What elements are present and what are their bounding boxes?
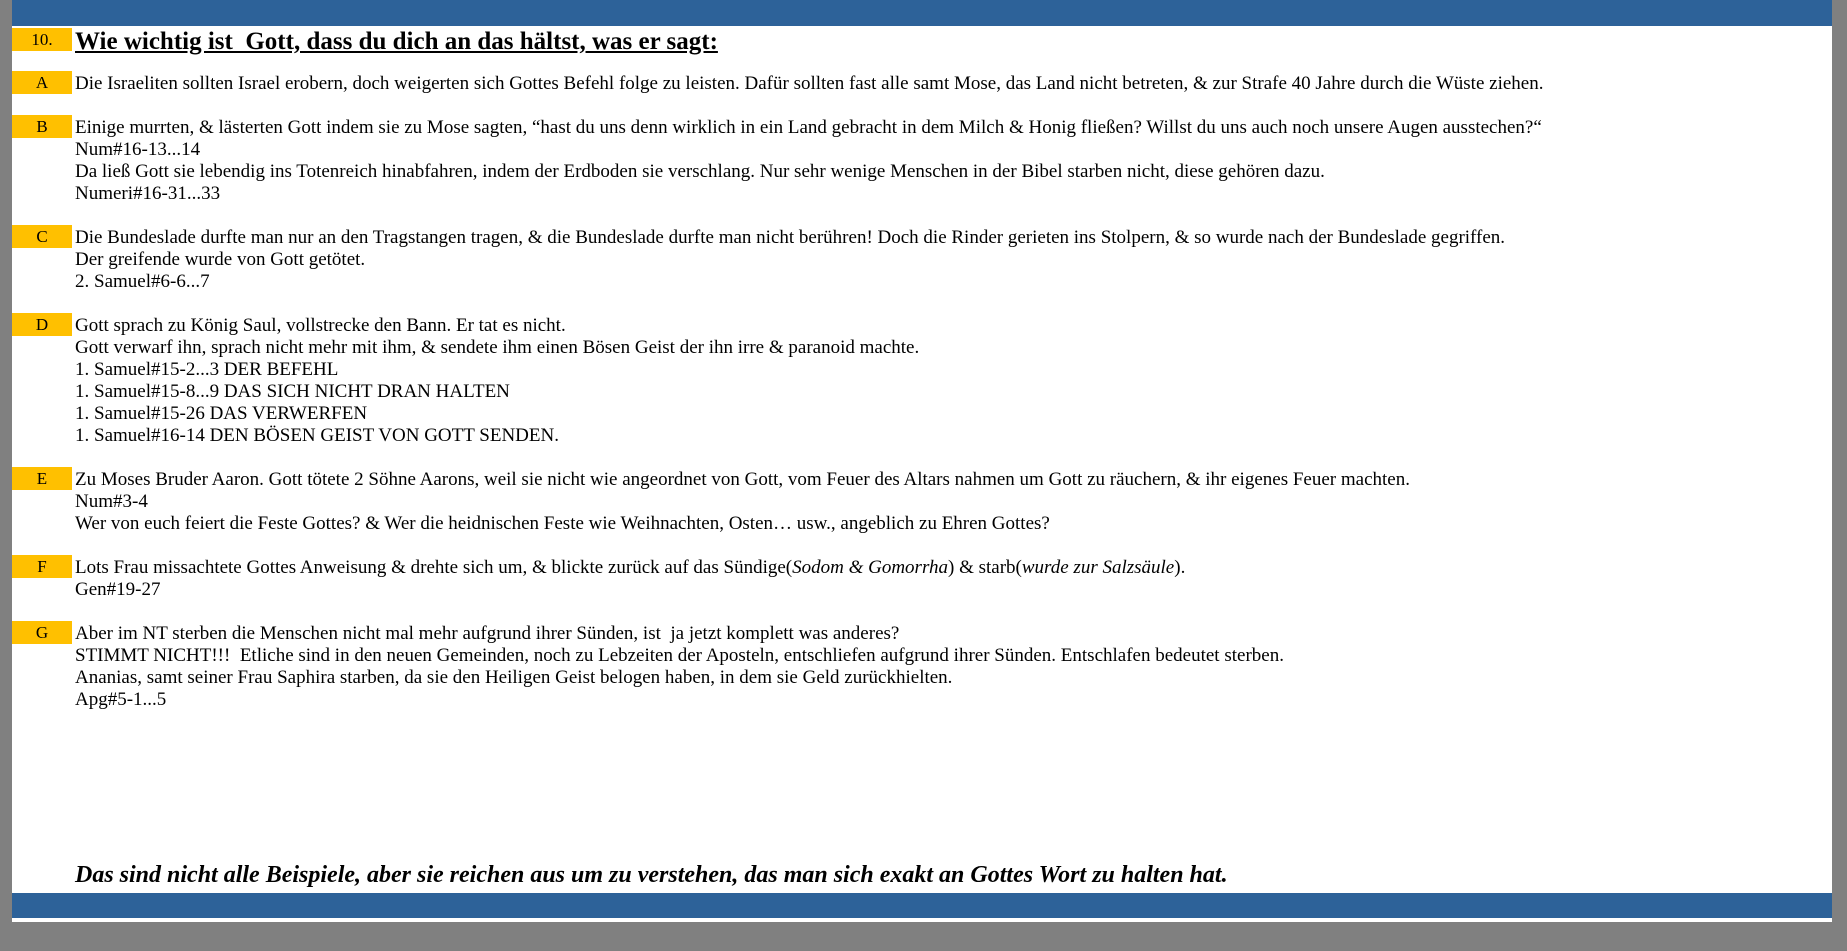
section-g-line-2: STIMMT NICHT!!! Etliche sind in den neuen Gemeinden, noch zu Lebzeiten der Aposteln, entschliefen aufgrund ihrer Sünden. Entschlafen bedeutet sterben. — [75, 645, 1284, 666]
section-f-text-3: ). — [1174, 557, 1186, 578]
section-a-line-1: Die Israeliten sollten Israel erobern, doch weigerten sich Gottes Befehl folge zu leisten. Dafür sollten fast alle samt Mose, das Land nicht betreten, & zur Strafe 40 Jahre durch die Wüste ziehen. — [75, 73, 1544, 94]
document-page — [12, 0, 1832, 922]
section-d-line-5: 1. Samuel#15-26 DAS VERWERFEN — [75, 403, 368, 424]
section-e-line-3: Wer von euch feiert die Feste Gottes? & Wer die heidnischen Feste wie Weihnachten, Osten… usw., angeblich zu Ehren Gottes? — [75, 513, 1050, 534]
section-label-e: E — [12, 467, 72, 490]
section-d-line-4: 1. Samuel#15-8...9 DAS SICH NICHT DRAN HALTEN — [75, 381, 510, 402]
section-label-c: C — [12, 225, 72, 248]
section-b-line-3: Da ließ Gott sie lebendig ins Totenreich hinabfahren, indem der Erdboden sie verschlang. Nur sehr wenige Menschen in der Bibel starben nicht, diese gehören dazu. — [75, 161, 1325, 182]
section-f-italic-1: Sodom & Gomorrha — [792, 557, 948, 578]
section-label-b: B — [12, 115, 72, 138]
section-c-line-2: Der greifende wurde von Gott getötet. — [75, 249, 366, 270]
section-d-line-1: Gott sprach zu König Saul, vollstrecke den Bann. Er tat es nicht. — [75, 315, 566, 336]
section-c-line-1: Die Bundeslade durfte man nur an den Tragstangen tragen, & die Bundeslade durfte man nicht berühren! Doch die Rinder gerieten ins Stolpern, & so wurde nach der Bundeslade gegriffen. — [75, 227, 1506, 248]
section-d-line-3: 1. Samuel#15-2...3 DER BEFEHL — [75, 359, 339, 380]
section-f-text-2: ) & starb( — [948, 557, 1022, 578]
section-label-f: F — [12, 555, 72, 578]
section-e-line-1: Zu Moses Bruder Aaron. Gott tötete 2 Söhne Aarons, weil sie nicht wie angeordnet von Gott, vom Feuer des Altars nahmen um Gott zu räuchern, & ihr eigenes Feuer machten. — [75, 469, 1410, 490]
closing-statement: Das sind nicht alle Beispiele, aber sie reichen aus um zu verstehen, das man sich exakt an Gottes Wort zu halten hat. — [75, 862, 1228, 888]
section-label-d: D — [12, 313, 72, 336]
section-b-line-4: Numeri#16-31...33 — [75, 183, 221, 204]
section-g-line-4: Apg#5-1...5 — [75, 689, 167, 710]
bottom-color-band — [12, 893, 1832, 918]
item-number-label: 10. — [12, 28, 72, 51]
section-g-line-3: Ananias, samt seiner Frau Saphira starben, da sie den Heiligen Geist belogen haben, in dem sie Geld zurückhielten. — [75, 667, 953, 688]
top-color-band — [12, 0, 1832, 26]
section-f-text-1: Lots Frau missachtete Gottes Anweisung & drehte sich um, & blickte zurück auf das Sündige( — [75, 557, 793, 578]
section-f-line-1 — [75, 555, 1185, 581]
section-f-line-2: Gen#19-27 — [75, 579, 161, 600]
page-heading: Wie wichtig ist Gott, dass du dich an das hältst, was er sagt: — [75, 28, 718, 55]
section-d-line-6: 1. Samuel#16-14 DEN BÖSEN GEIST VON GOTT SENDEN. — [75, 425, 559, 446]
section-b-line-2: Num#16-13...14 — [75, 139, 201, 160]
section-c-line-3: 2. Samuel#6-6...7 — [75, 271, 210, 292]
section-f-italic-2: wurde zur Salzsäule — [1021, 557, 1175, 578]
section-d-line-2: Gott verwarf ihn, sprach nicht mehr mit ihm, & sendete ihm einen Bösen Geist der ihn irre & paranoid machte. — [75, 337, 920, 358]
section-e-line-2: Num#3-4 — [75, 491, 148, 512]
section-label-g: G — [12, 621, 72, 644]
section-b-line-1: Einige murrten, & lästerten Gott indem sie zu Mose sagten, “hast du uns denn wirklich in ein Land gebracht in dem Milch & Honig fließen? Willst du uns auch noch unsere Augen ausstechen?“ — [75, 117, 1542, 138]
section-label-a: A — [12, 71, 72, 94]
section-g-line-1: Aber im NT sterben die Menschen nicht mal mehr aufgrund ihrer Sünden, ist ja jetzt komplett was anderes? — [75, 623, 900, 644]
